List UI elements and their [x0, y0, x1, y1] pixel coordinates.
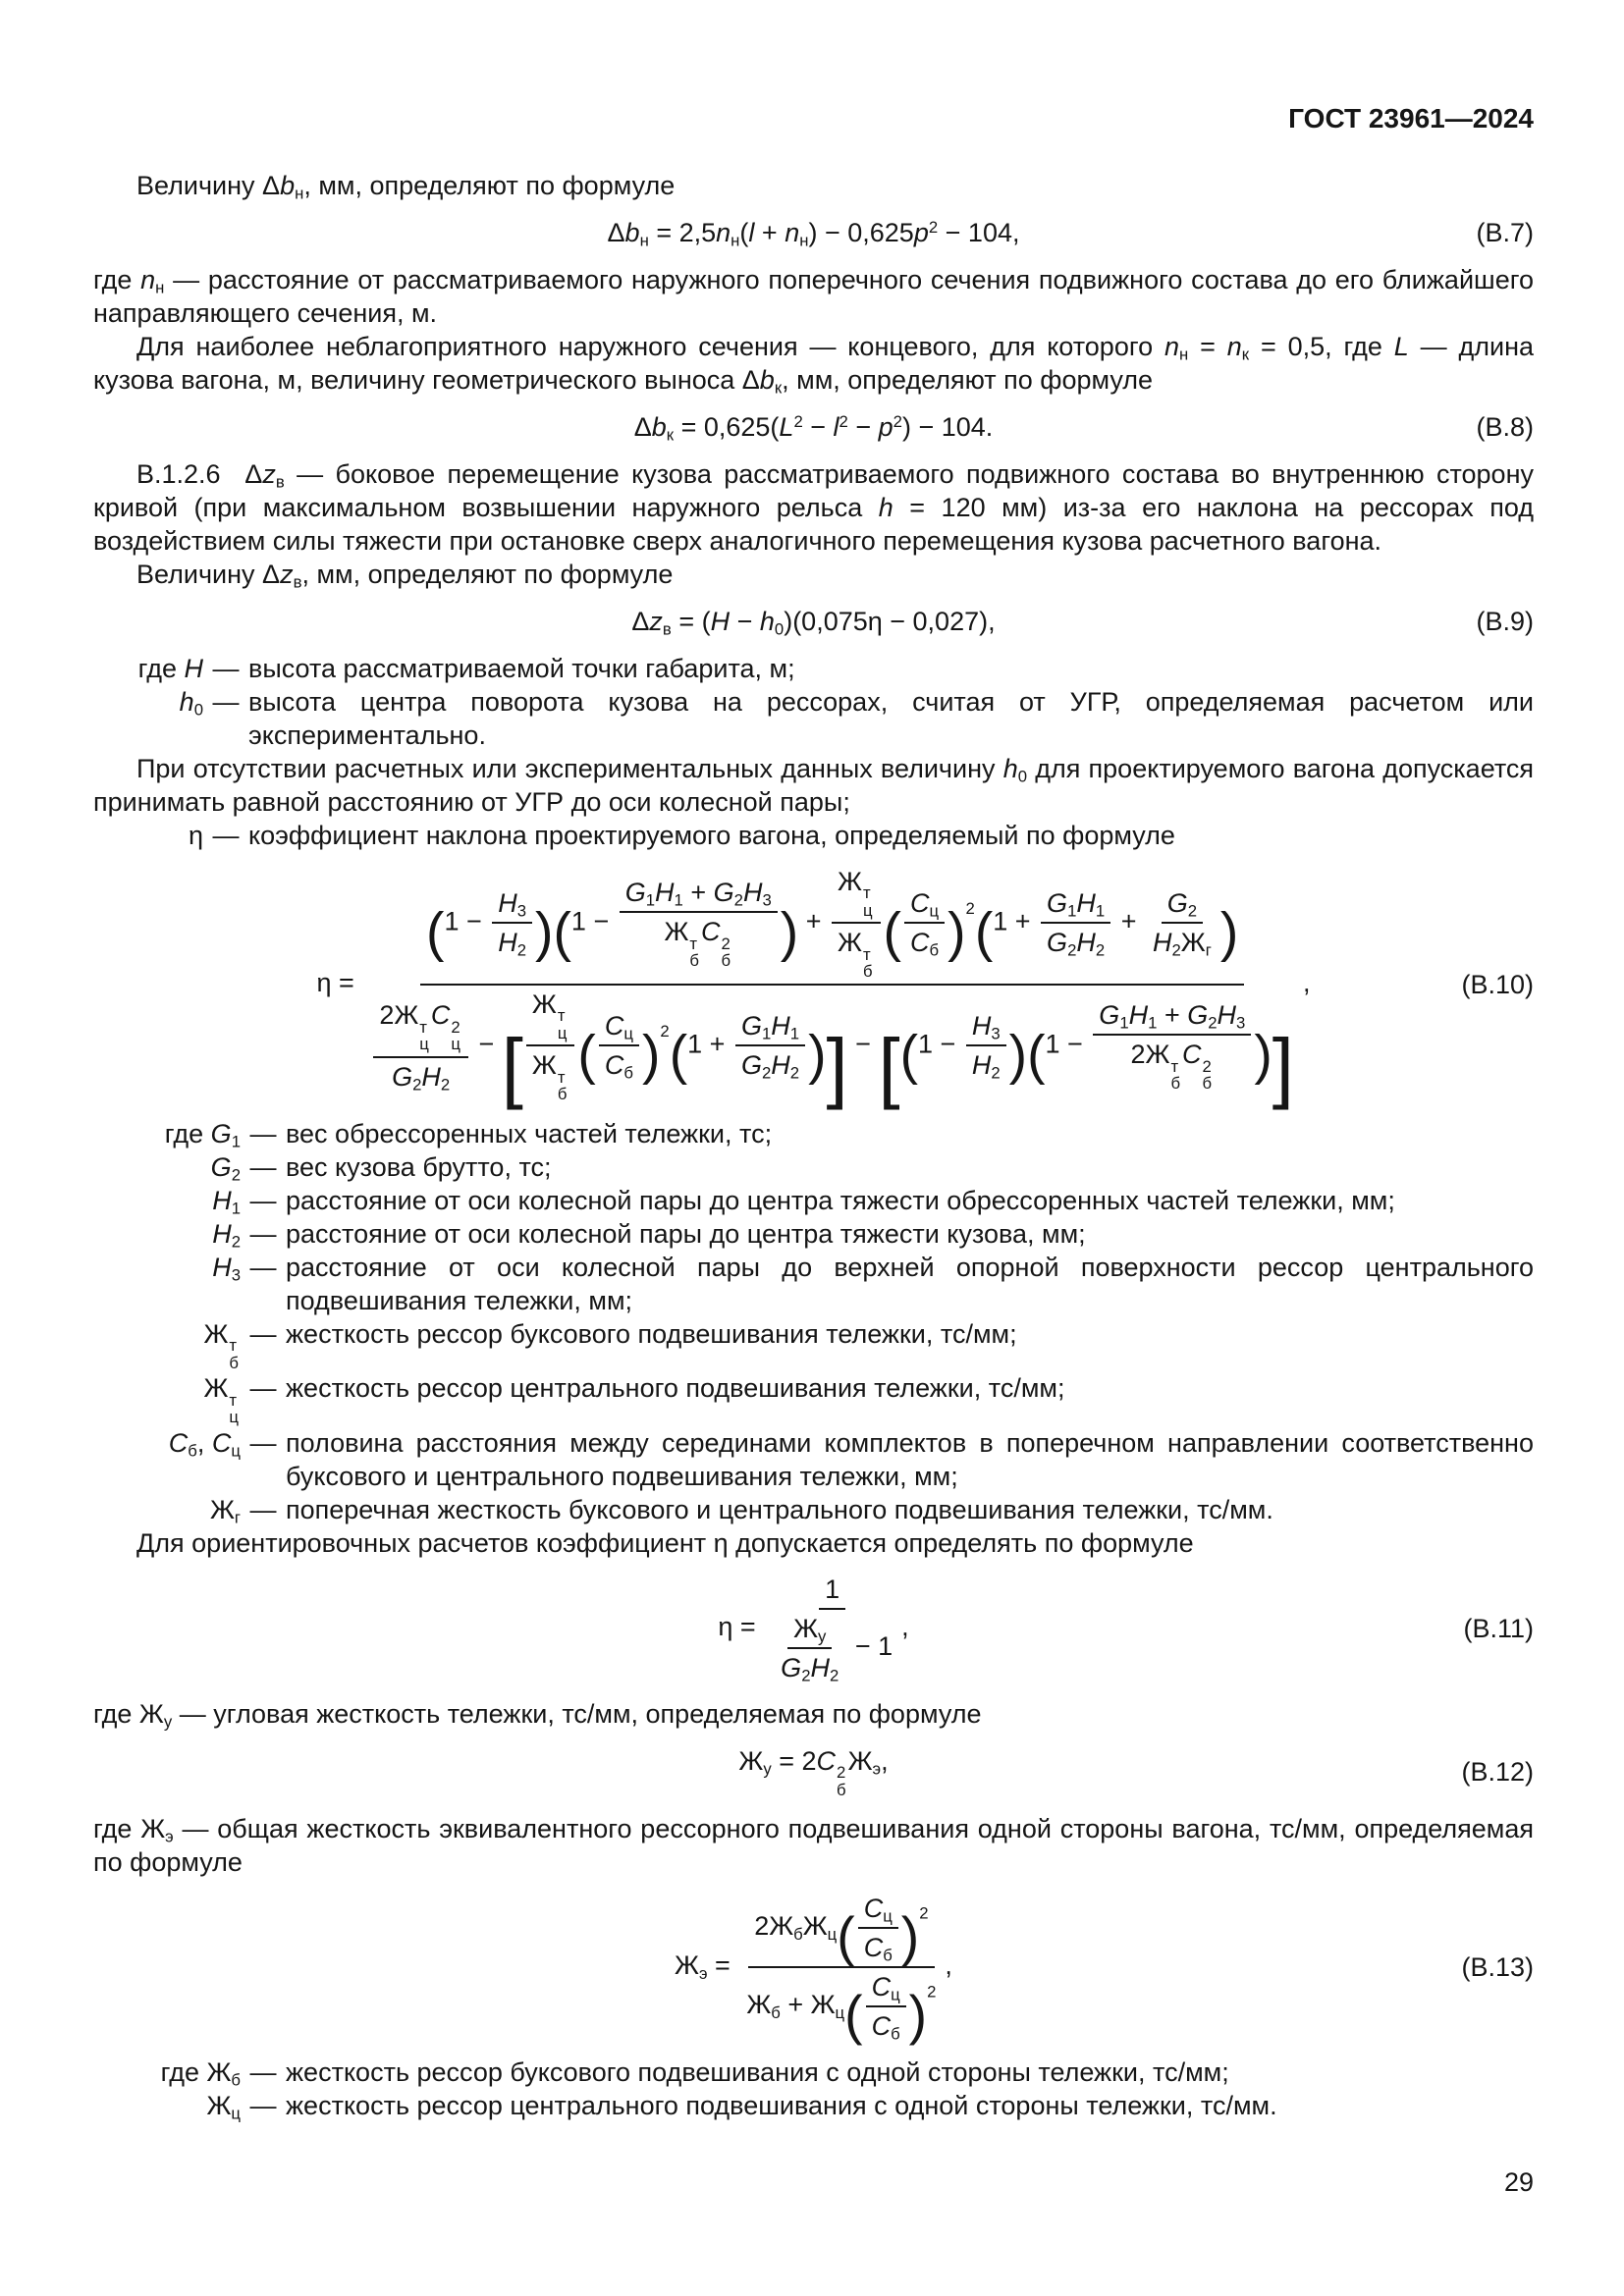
definition-list-b9 — [93, 652, 1534, 752]
formula-b13-expression: $Ж_э$ = $2Ж_бЖ_ц$( $C_ц$ $C_б$ )$^2$ $Ж_б + Ж_ц$( $C_ц$ $C_б$ )$^2$ , — [675, 1894, 952, 2047]
definition-row — [93, 1150, 1534, 1184]
definition-desc: вес кузова брутто, тс; — [286, 1151, 552, 1182]
formula-b11-expression: η = 1 $Ж_у$ $G_2H_2$ − 1 , — [718, 1574, 909, 1685]
paragraph-h0-note: При отсутствии расчетных или экспериментальных данных величину $h_0$ для проектируемого вагона допускается принимать равной расстоянию от УГР до оси колесной пары; — [93, 754, 1535, 817]
formula-b11-label: (В.11) — [1463, 1613, 1534, 1643]
definition-desc: жесткость рессор буксового подвешивания с одной стороны тележки, тс/мм; — [286, 2057, 1229, 2088]
paragraph-clause-b126: В.1.2.6 $\Delta z_в$ — боковое перемещение кузова рассматриваемого подвижного состава во внутреннюю сторону кривой (при максимальном возвышении наружного рельса h = 120 мм) из-за его наклона на рессорах под воздействием силы тяжести при остановке сверх аналогичного перемещения кузова расчетного вагона. — [93, 459, 1535, 556]
definition-row — [93, 1371, 1534, 1425]
formula-b10-label: (В.10) — [1461, 969, 1534, 999]
formula-b8-label: (В.8) — [1476, 412, 1534, 442]
definition-row — [93, 1217, 1534, 1251]
formula-b7-label: (В.7) — [1476, 218, 1534, 247]
definition-dash: — — [249, 1118, 277, 1148]
definition-term: $H_1$ — [212, 1185, 241, 1218]
paragraph-intro-b8: Для наиболее неблагоприятного наружного сечения — концевого, для которого $n_н = n_к = 0,5$, где L — длина кузова вагона, м, величину геометрического выноса $\Delta b_к$, мм, определяют по формуле — [93, 332, 1535, 398]
definition-row — [93, 819, 1534, 852]
formula-b9-expression: $\Delta z_в = (H - h_0)(0,075\eta - 0,027)$, — [631, 607, 996, 639]
definition-dash: — — [212, 821, 240, 850]
definition-desc: высота центра поворота кузова на рессорах, считая от УГР, определяемая расчетом или экспериментально. — [248, 687, 1534, 750]
definition-term: $h_0$ — [179, 687, 203, 720]
definition-term: Ж т б — [203, 1318, 239, 1372]
definition-dash: — — [212, 654, 240, 683]
definition-term: где $G_1$ — [164, 1118, 241, 1151]
definition-desc: жесткость рессор центрального подвешивания тележки, тс/мм; — [286, 1373, 1065, 1404]
definition-list-b10 — [93, 1117, 1534, 1526]
paragraph-where-b11: где $Ж_у$ — угловая жесткость тележки, тс/мм, определяемая по формуле — [93, 1698, 982, 1732]
formula-b9 — [93, 591, 1534, 652]
definition-dash: — — [249, 2057, 277, 2088]
formula-b10-expression: η = (1 − $\frac{H_3}{H_2}$ )(1 − $G_1H_1 + G_2H_3$ Ж т б C 2 б ) + Ж т ц Ж т б ( $C_ц$ $C_б$ )$^2$(1 + $\frac{G_1H_1}{G_2H_2}$ + $G_2$ $H_2Ж_г$ ) 2Ж т ц C 2 ц $G_2H_2$ − [ Ж т ц Ж т б ( $C_ц$ $C_б$ )$^2$(1 + $\frac{G_1H_1}{G_2H_2}$ )] − [(1 − $\frac{H_3}{H_2}$ )(1 − $G_1H_1 + G_2H_3$ 2Ж т б C 2 б )] , — [316, 867, 1311, 1110]
definition-desc: жесткость рессор центрального подвешивания с одной стороны тележки, тс/мм. — [286, 2091, 1277, 2121]
definition-row — [93, 1493, 1534, 1526]
definition-dash: — — [249, 1494, 277, 1524]
definition-term: где $Ж_б$ — [160, 2057, 241, 2091]
page-number: 29 — [1503, 2167, 1534, 2198]
document-content — [93, 169, 1534, 2199]
formula-b8 — [93, 397, 1534, 457]
definition-row — [93, 2056, 1534, 2089]
definition-desc: половина расстояния между серединами комплектов в поперечном направлении соответственно буксового и центрального подвешивания тележки, мм; — [286, 1427, 1534, 1491]
document-header — [93, 102, 1534, 135]
formula-b8-expression: $\Delta b_к = 0,625(L^2 - l^2 - p^2) - 104$. — [633, 411, 994, 445]
definition-term: $H_2$ — [212, 1218, 241, 1252]
definition-row — [93, 1426, 1534, 1493]
definition-list-b9-eta — [93, 819, 1534, 852]
definition-list-b13 — [93, 2056, 1534, 2122]
definition-dash: — — [249, 1218, 277, 1249]
definition-row — [93, 1184, 1534, 1217]
definition-dash: — — [249, 1252, 277, 1282]
formula-b12-expression: $Ж_у = 2C$ 2 б $Ж_э$, — [738, 1745, 889, 1799]
paragraph-intro-b7: Величину $\Delta b_н$, мм, определяют по формуле — [136, 171, 676, 203]
paragraph-intro-b9: Величину $\Delta z_в$, мм, определяют по формуле — [136, 560, 674, 592]
definition-dash: — — [249, 1151, 277, 1182]
paragraph-intro-b11: Для ориентировочных расчетов коэффициент η допускается определять по формуле — [136, 1527, 1194, 1558]
definition-desc: вес обрессоренных частей тележки, тс; — [286, 1118, 773, 1148]
definition-desc: расстояние от оси колесной пары до центра тяжести кузова, мм; — [286, 1218, 1086, 1249]
formula-b7-expression: $\Delta b_н = 2,5n_н(l + n_н) - 0,625p^2 - 104$, — [607, 217, 1020, 250]
definition-term: $C_б$, $C_ц$ — [168, 1427, 241, 1461]
definition-row — [93, 2089, 1534, 2122]
definition-dash: — — [249, 1318, 277, 1349]
definition-row — [93, 1251, 1534, 1317]
definition-row — [93, 685, 1534, 752]
definition-desc: жесткость рессор буксового подвешивания тележки, тс/мм; — [286, 1318, 1017, 1349]
definition-desc: коэффициент наклона проектируемого вагона, определяемый по формуле — [248, 821, 1175, 850]
definition-desc: поперечная жесткость буксового и центрального подвешивания тележки, тс/мм. — [286, 1494, 1273, 1524]
standard-number: ГОСТ 23961—2024 — [1288, 103, 1534, 133]
formula-b12-label: (В.12) — [1461, 1756, 1534, 1787]
definition-row — [93, 1317, 1534, 1371]
definition-term: $Ж_г$ — [209, 1494, 241, 1527]
definition-desc: расстояние от оси колесной пары до центра тяжести обрессоренных частей тележки, мм; — [286, 1185, 1395, 1215]
definition-dash: — — [249, 1185, 277, 1215]
definition-row — [93, 652, 1534, 685]
formula-b9-label: (В.9) — [1476, 607, 1534, 636]
definition-dash: — — [212, 687, 240, 717]
definition-desc: расстояние от оси колесной пары до верхней опорной поверхности рессор центрального подвешивания тележки, мм; — [286, 1252, 1534, 1315]
definition-dash: — — [249, 1373, 277, 1404]
formula-b13-label: (В.13) — [1461, 1952, 1534, 1983]
formula-b7 — [93, 202, 1534, 263]
definition-term: Ж т ц — [203, 1373, 239, 1427]
formula-b11 — [93, 1560, 1534, 1697]
definition-term: где H — [137, 654, 203, 683]
definition-term: η — [188, 821, 203, 850]
definition-term: $Ж_ц$ — [206, 2091, 241, 2124]
definition-row — [93, 1117, 1534, 1150]
page-footer — [93, 2165, 1534, 2199]
definition-term: $G_2$ — [210, 1151, 241, 1185]
formula-b10 — [93, 852, 1534, 1117]
paragraph-where-b7: где $n_н$ — расстояние от рассматриваемого наружного поперечного сечения подвижного состава до его ближайшего направляющего сечения, м. — [93, 265, 1534, 328]
definition-dash: — — [249, 1427, 277, 1458]
formula-b13 — [93, 1879, 1534, 2056]
definition-dash: — — [249, 2091, 277, 2121]
definition-term: $H_3$ — [212, 1252, 241, 1285]
formula-b12 — [93, 1731, 1534, 1812]
paragraph-where-b12: где $Ж_э$ — общая жесткость эквивалентного рессорного подвешивания одной стороны вагона, тс/мм, определяемая по формуле — [93, 1814, 1535, 1878]
definition-desc: высота рассматриваемой точки габарита, м; — [248, 654, 795, 683]
